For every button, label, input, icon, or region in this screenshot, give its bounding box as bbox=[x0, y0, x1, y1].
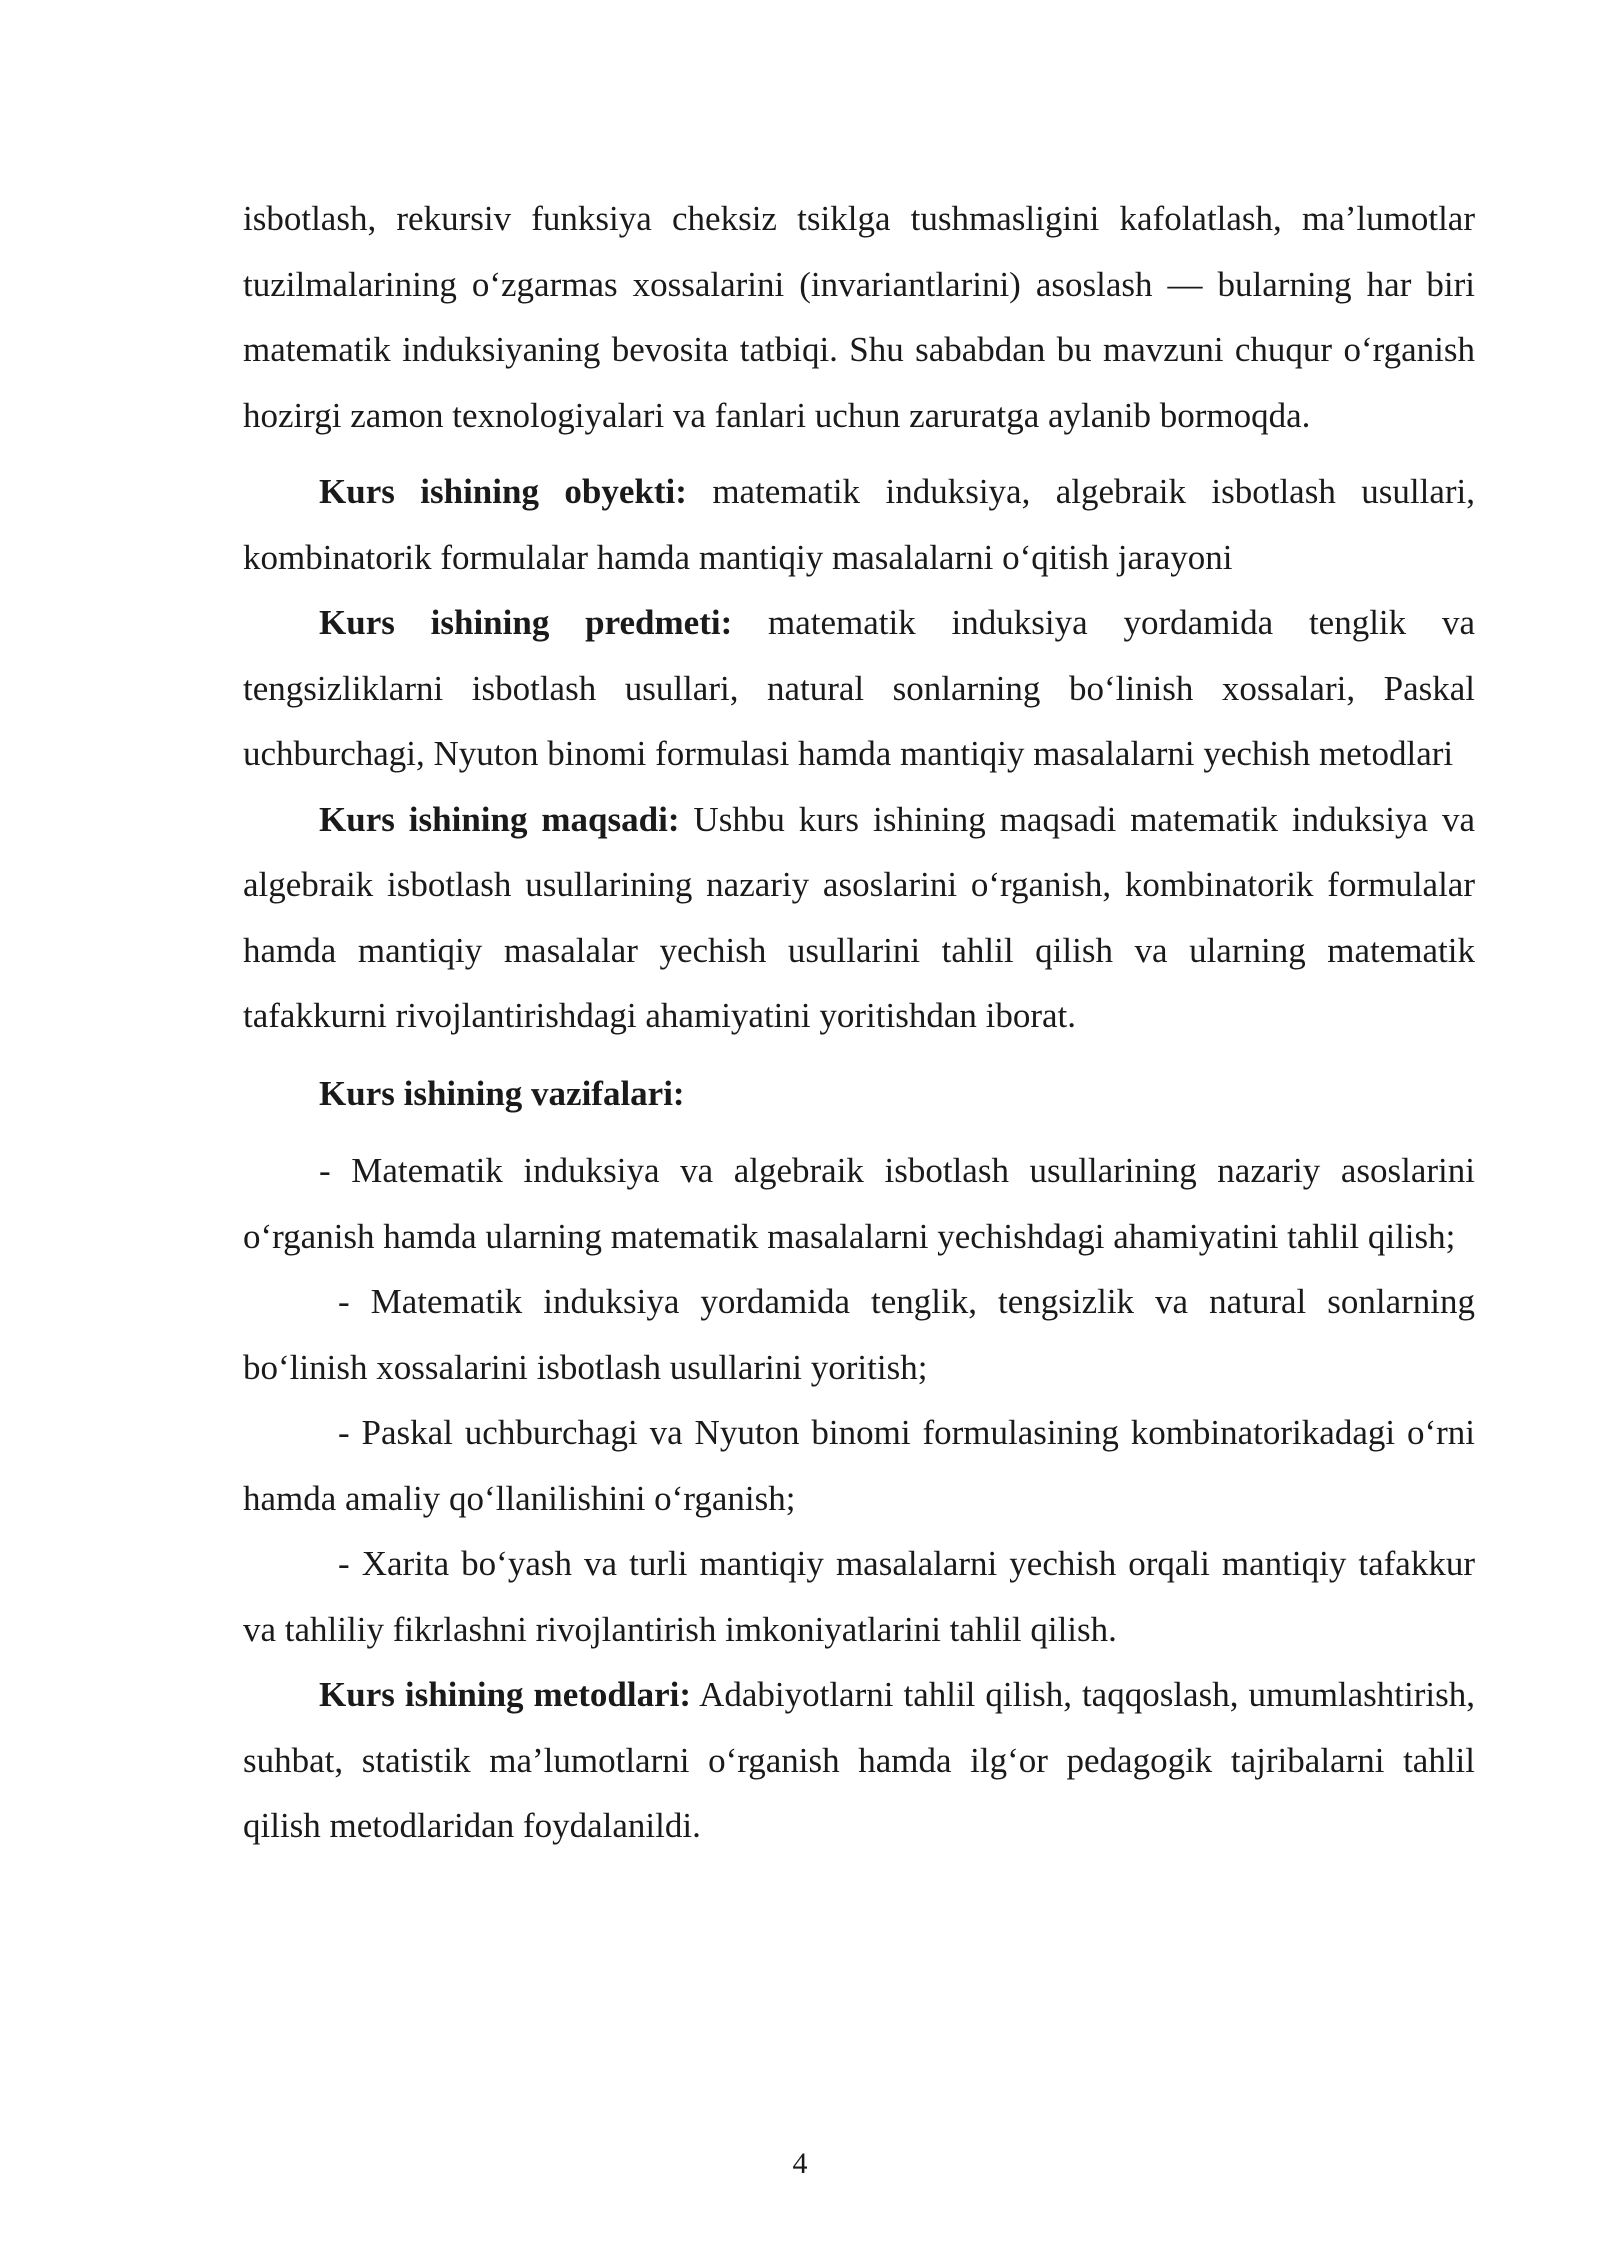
intro-paragraph: isbotlash, rekursiv funksiya cheksiz tsiklga tushmasligini kafolatlash, ma’lumotlar tuzilmalarining o‘zgarmas xossalarini (invariantlarini) asoslash — bularning har biri matematik induksiyaning bevosita tatbiqi. Shu sababdan bu mavzuni chuqur o‘rganish hozirgi zamon texnologiyalari va fanlari uchun zaruratga aylanib bormoqda. bbox=[243, 199, 1475, 435]
object-paragraph bbox=[243, 459, 1475, 590]
methods-text: Adabiyotlarni tahlil qilish, taqqoslash, umumlashtirish, suhbat, statistik ma’lumotlarni o‘rganish hamda ilg‘or pedagogik tajribalarni tahlil qilish metodlaridan foydalanildi. bbox=[243, 1675, 1475, 1845]
goal-heading: Kurs ishining maqsadi: bbox=[319, 799, 680, 839]
object-text: matematik induksiya, algebraik isbotlash usullari, kombinatorik formulalar hamda mantiqiy masalalarni o‘qitish jarayoni bbox=[243, 472, 1475, 577]
task-item: - Paskal uchburchagi va Nyuton binomi formulasining kombinatorikadagi o‘rni hamda amaliy qo‘llanilishini o‘rganish; bbox=[243, 1413, 1475, 1518]
goal-text: Ushbu kurs ishining maqsadi matematik induksiya va algebraik isbotlash usullarining nazariy asoslarini o‘rganish, kombinatorik formulalar hamda mantiqiy masalalar yechish usullarini tahlil qilish va ularning matematik tafakkurni rivojlantirishdagi ahamiyatini yoritishdan iborat. bbox=[243, 799, 1476, 1035]
tasks-heading: Kurs ishining vazifalari: bbox=[319, 1073, 685, 1113]
task-item: - Xarita bo‘yash va turli mantiqiy masalalarni yechish orqali mantiqiy tafakkur va tahliliy fikrlashni rivojlantirish imkoniyatlarini tahlil qilish. bbox=[243, 1544, 1475, 1649]
task-item: - Matematik induksiya va algebraik isbotlash usullarining nazariy asoslarini o‘rganish hamda ularning matematik masalalarni yechishdagi ahamiyatini tahlil qilish; bbox=[243, 1151, 1475, 1256]
document-body bbox=[243, 186, 1475, 1859]
subject-text: matematik induksiya yordamida tenglik va tengsizliklarni isbotlash usullari, natural sonlarning bo‘linish xossalari, Paskal uchburchagi, Nyuton binomi formulasi hamda mantiqiy masalalarni yechish metodlari bbox=[243, 603, 1475, 773]
subject-heading: Kurs ishining predmeti: bbox=[319, 603, 733, 642]
task-item: - Matematik induksiya yordamida tenglik, tengsizlik va natural sonlarning bo‘linish xossalarini isbotlash usullarini yoritish; bbox=[243, 1282, 1475, 1387]
object-heading: Kurs ishining obyekti: bbox=[319, 472, 687, 511]
methods-heading: Kurs ishining metodlari: bbox=[319, 1675, 691, 1714]
page-number: 4 bbox=[792, 2147, 808, 2180]
goal-paragraph bbox=[243, 787, 1475, 1049]
subject-paragraph bbox=[243, 590, 1475, 787]
methods-paragraph bbox=[243, 1662, 1475, 1859]
